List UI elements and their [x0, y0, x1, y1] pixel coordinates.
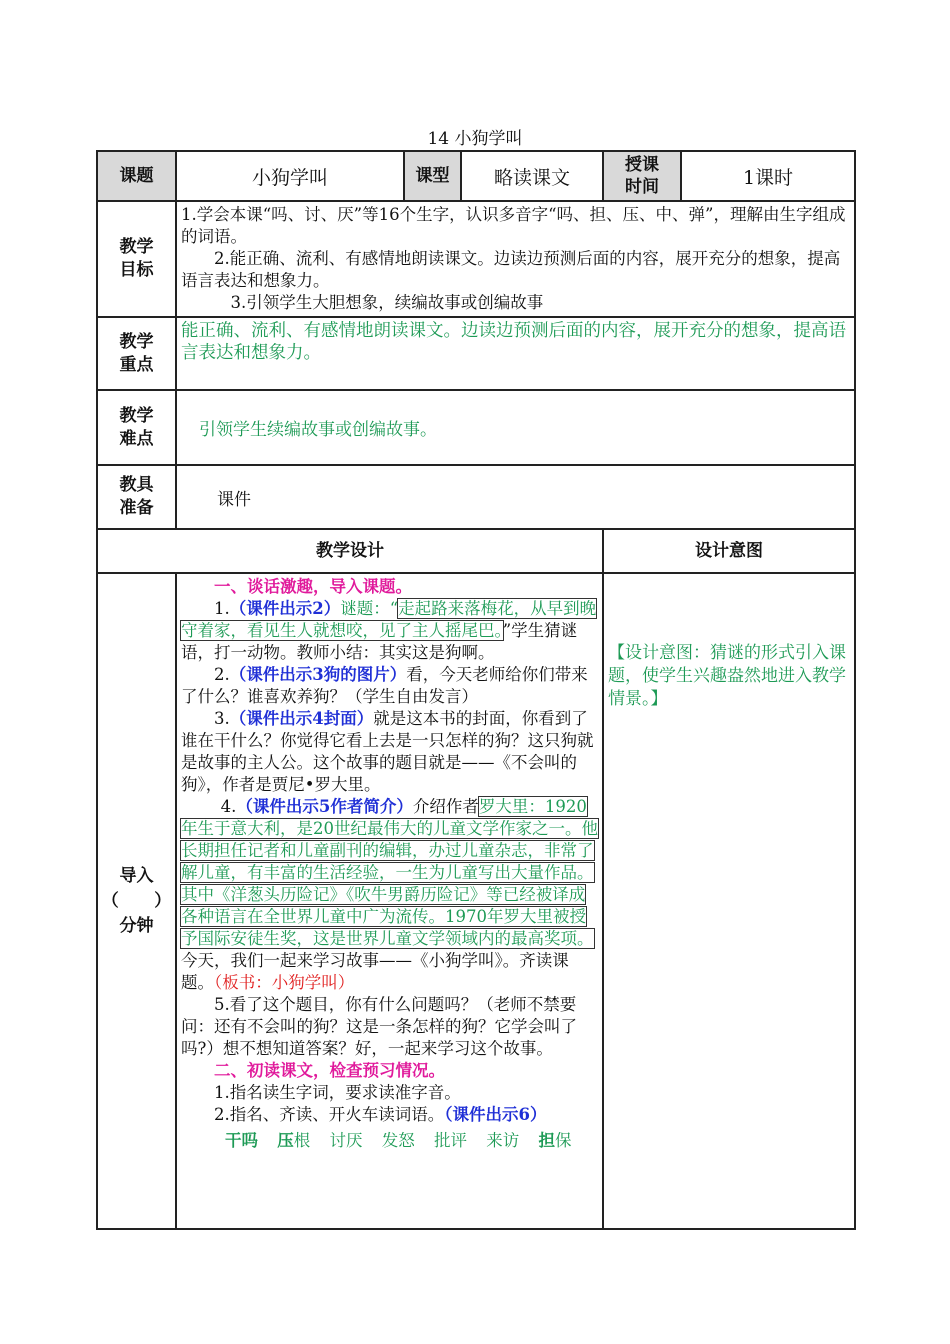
objective-3: 3.引领学生大胆想象，续编故事或创编故事: [230, 293, 544, 312]
step-5: 5.看了这个题目，你有什么问题吗？（老师不禁要问：还有不会叫的狗？这是一条怎样的狗？它学会叫了吗?）想不想知道答案？好，一起来学习这个故事。: [181, 995, 577, 1058]
section-label: [97, 573, 176, 1229]
step-3-tag: （课件出示4封面）: [229, 709, 374, 728]
objective-2: 2.能正确、流利、有感情地朗读课文。边读边预测后面的内容，展开充分的想象，提高语言表达和想象力。: [181, 249, 841, 290]
design-content: [176, 573, 603, 1229]
time-label-line2: 时间: [625, 177, 659, 197]
section-label-line2: （ ）: [101, 890, 172, 911]
section-2-title: 二、初读课文，检查预习情况。: [214, 1061, 445, 1080]
design-header-row: [97, 529, 855, 573]
step-2-tag: （课件出示3狗的图片）: [229, 665, 407, 684]
header-row: [97, 151, 855, 201]
task-2-text: 2.指名、齐读、开火车读词语。: [214, 1105, 445, 1124]
key-points-label-line1: 教学: [119, 331, 154, 352]
materials-label: [97, 465, 176, 529]
topic-label: 课题: [97, 151, 176, 201]
word-item: 压根: [277, 1131, 311, 1150]
section-1-title: 一、谈话激趣，导入课题。: [214, 577, 412, 596]
materials-text: 课件: [176, 465, 855, 529]
materials-label-line1: 教具: [119, 475, 154, 495]
type-label: 课型: [404, 151, 461, 201]
difficulties-label-line1: 教学: [119, 405, 154, 426]
step-4-lead: 介绍作者: [412, 797, 479, 816]
page-title: 14 小狗学叫: [427, 129, 523, 149]
design-intent: 【设计意图：猜谜的形式引入课题，使学生兴趣盎然地进入教学情景。】: [603, 573, 855, 1229]
word-item: 担保: [538, 1131, 572, 1150]
topic-value: 小狗学叫: [176, 151, 404, 201]
word-item: 讨厌: [329, 1131, 363, 1150]
step-4-number: 4.: [220, 797, 237, 816]
step-3: [181, 708, 598, 796]
time-label: [603, 151, 681, 201]
word-item: 批评: [434, 1131, 467, 1150]
objectives-label-line2: 目标: [119, 260, 154, 280]
step-3-text: 就是这本书的封面，你看到了谁在干什么？你觉得它看上去是一只怎样的狗？这只狗就是故事的主人公。这个故事的题目就是——《不会叫的狗》，作者是贾尼•罗大里。: [181, 709, 594, 794]
design-header: 教学设计: [97, 529, 603, 573]
step-4-tail: 今天，我们一起来学习故事——《小狗学叫》。齐读课题。: [181, 951, 569, 992]
key-points-label: [97, 317, 176, 390]
step-2-text: 看，今天老师给你们带来了什么？谁喜欢养狗？（学生自由发言）: [181, 665, 588, 706]
design-row: [97, 573, 855, 1229]
objectives-content: [176, 201, 855, 317]
objectives-row: [97, 201, 855, 317]
step-4: [181, 796, 598, 994]
step-3-number: 3.: [214, 709, 230, 728]
step-1-lead: 谜题：“: [340, 599, 399, 618]
author-bio: 罗大里：1920年生于意大利，是20世纪最伟大的儿童文学作家之一。他长期担任记者和儿童副刊的编辑，办过儿童杂志，非常了解儿童，有丰富的生活经验，一生为儿童写出大量作品。其中《洋葱头历险记》《吹牛男爵历险记》等已经被译成各种语言在全世界儿童中广为流传。1970年罗大里被授予国际安徒生奖，这是世界儿童文学领域内的最高奖项。: [181, 797, 598, 948]
lesson-plan-table: [96, 150, 856, 1230]
step-4-tag: （课件出示5作者简介）: [236, 797, 413, 816]
section-label-line3: 分钟: [119, 915, 154, 936]
difficulties-text: 引领学生续编故事或创编故事。: [176, 390, 855, 465]
section-label-line1: 导入: [119, 865, 154, 886]
materials-label-line2: 准备: [119, 498, 154, 518]
word-item: 来访: [486, 1131, 520, 1150]
step-2: [181, 664, 598, 708]
step-1: [181, 598, 598, 664]
task-2-tag: （课件出示6）: [444, 1105, 547, 1124]
word-list: [181, 1130, 598, 1152]
key-points-text: 能正确、流利、有感情地朗读课文。边读边预测后面的内容，展开充分的想象，提高语言表达和想象力。: [176, 317, 855, 390]
key-points-label-line2: 重点: [119, 354, 154, 375]
type-value: 略读课文: [461, 151, 603, 201]
difficulties-row: [97, 390, 855, 465]
time-value: 1课时: [681, 151, 855, 201]
word-item: 干吗: [225, 1131, 258, 1150]
objectives-label-line1: 教学: [119, 237, 154, 257]
task-2: [181, 1104, 598, 1126]
objectives-label: [97, 201, 176, 317]
word-item: 发怒: [381, 1131, 415, 1150]
objective-1: 1.学会本课“吗、讨、厌”等16个生字，认识多音字“吗、担、压、中、弹”，理解由生字组成的词语。: [181, 205, 846, 246]
task-1: 1.指名读生字词，要求读准字音。: [214, 1083, 461, 1102]
step-1-number: 1.: [214, 599, 230, 618]
step-2-number: 2.: [214, 665, 230, 684]
time-label-line1: 授课: [625, 155, 659, 175]
board-note: （板书：小狗学叫）: [214, 973, 355, 992]
key-points-row: [97, 317, 855, 390]
intent-header: 设计意图: [603, 529, 855, 573]
step-1-tail: ”学生猜谜语，打一动物。教师小结：其实这是狗啊。: [181, 621, 578, 662]
difficulties-label-line2: 难点: [119, 428, 154, 449]
difficulties-label: [97, 390, 176, 465]
materials-row: [97, 465, 855, 529]
riddle-text: 走起路来落梅花，从早到晚守着家，看见生人就想咬，见了主人摇尾巴。: [181, 599, 597, 640]
step-1-tag: （课件出示2）: [229, 599, 341, 618]
